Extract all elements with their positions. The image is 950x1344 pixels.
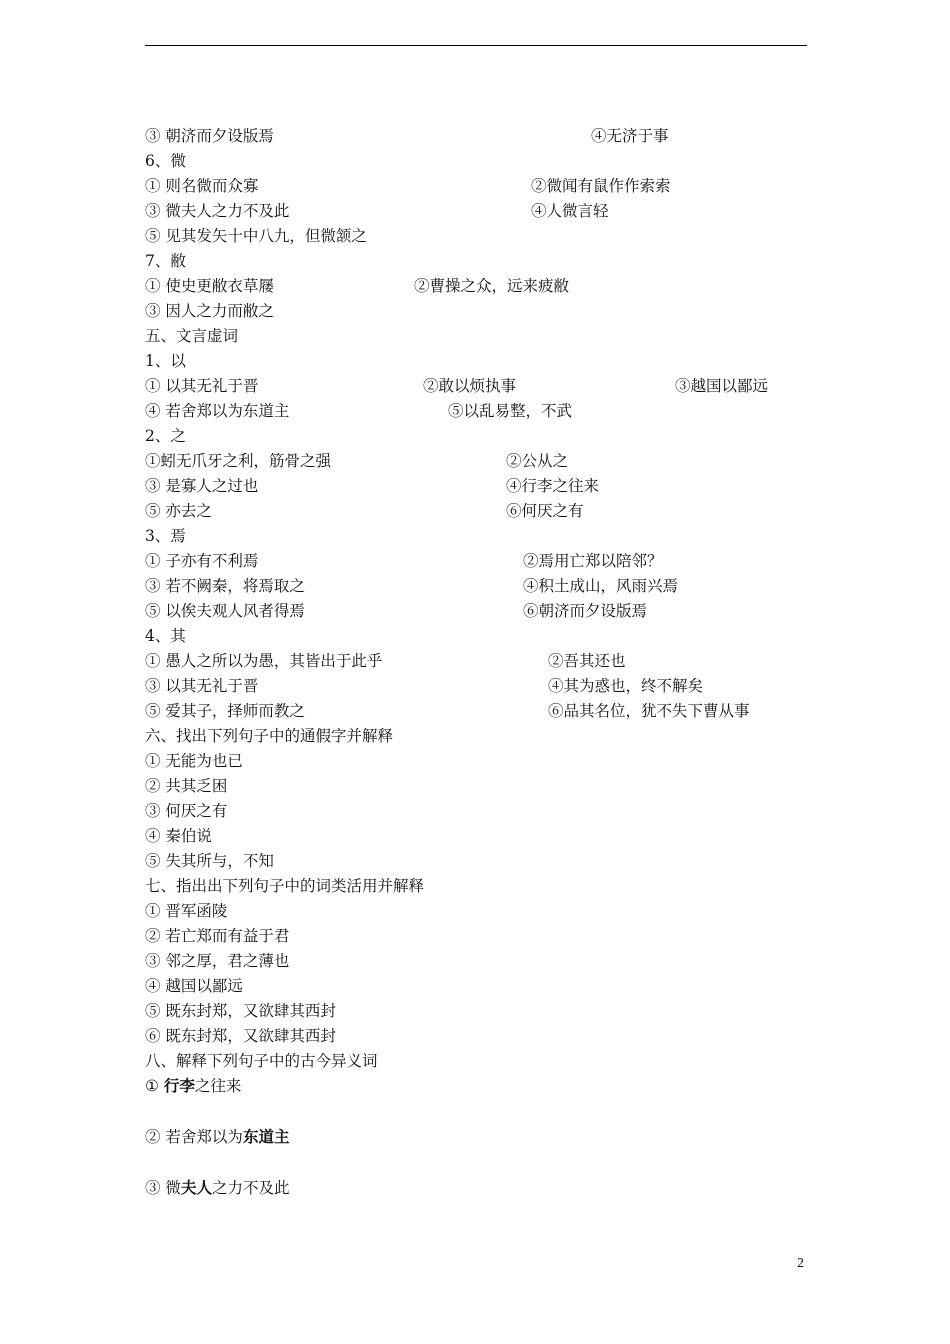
text-line: ④ 若舍郑以为东道主 ⑤以乱易整，不武: [145, 402, 573, 420]
text-line: ② 共其乏困: [145, 777, 228, 795]
gloss-line: ③ 微夫人之力不及此: [145, 1179, 290, 1197]
gloss-line: ① 行李之往来: [145, 1077, 242, 1095]
section-heading: 4、其: [145, 627, 186, 645]
text-line: ⑤ 既东封郑，又欲肆其西封: [145, 1002, 336, 1020]
text-line: ② 若亡郑而有益于君: [145, 927, 290, 945]
section-heading: 6、微: [145, 152, 186, 170]
text-line: ⑥ 既东封郑，又欲肆其西封: [145, 1027, 336, 1045]
section-heading: 六、找出下列句子中的通假字并解释: [145, 727, 394, 745]
text-line: ③ 邻之厚，君之薄也: [145, 952, 290, 970]
section-heading: 7、敝: [145, 252, 186, 270]
text-line: ① 晋军函陵: [145, 902, 228, 920]
text-line: ⑤ 失其所与，不知: [145, 852, 274, 870]
text-line: ⑤ 爱其子，择师而教之 ⑥品其名位，犹不失下曹从事: [145, 702, 750, 720]
text-line: ③ 朝济而夕设版焉 ④无济于事: [145, 127, 669, 145]
text-line: ① 无能为也已: [145, 752, 243, 770]
text-line: ③ 是寡人之过也 ④行李之往来: [145, 477, 600, 495]
gloss-line: ② 若舍郑以为东道主: [145, 1128, 290, 1146]
text-line: ⑤ 见其发矢十中八九，但微颔之: [145, 227, 367, 245]
section-heading: 七、指出出下列句子中的词类活用并解释: [145, 877, 425, 895]
text-line: ① 使史更敝衣草屦 ②曹操之众，远来疲敝: [145, 277, 570, 295]
page-number: 2: [797, 1256, 804, 1271]
text-line: ⑤ 亦去之 ⑥何厌之有: [145, 502, 584, 520]
text-line: ④ 越国以鄙远: [145, 977, 243, 995]
section-heading: 3、焉: [145, 527, 186, 545]
emphasized-term: 夫人: [180, 1179, 212, 1197]
emphasized-term: 东道主: [242, 1128, 290, 1146]
text-line: ④ 秦伯说: [145, 827, 212, 845]
text-line: ①蚓无爪牙之利，筋骨之强 ②公从之: [145, 452, 569, 470]
text-line: ③ 何厌之有: [145, 802, 228, 820]
text-line: ① 则名微而众寡 ②微闻有鼠作作索索: [145, 177, 671, 195]
document-body: [145, 124, 807, 1201]
section-heading: 八、解释下列句子中的古今异义词: [145, 1052, 378, 1070]
text-line: ① 愚人之所以为愚，其皆出于此乎 ②吾其还也: [145, 652, 626, 670]
text-line: ③ 若不阙秦，将焉取之 ④积土成山，风雨兴焉: [145, 577, 679, 595]
section-heading: 五、文言虚词: [145, 327, 239, 345]
text-line: ① 子亦有不利焉 ②焉用亡郑以陪邻？: [145, 552, 663, 570]
section-heading: 1、以: [145, 352, 186, 370]
text-line: ⑤ 以俟夫观人风者得焉 ⑥朝济而夕设版焉: [145, 602, 648, 620]
text-line: ① 以其无礼于晋 ②敢以烦执事 ③越国以鄙远: [145, 377, 769, 395]
section-heading: 2、之: [145, 427, 186, 445]
text-line: ③ 以其无礼于晋 ④其为惑也，终不解矣: [145, 677, 704, 695]
text-line: ③ 微夫人之力不及此 ④人微言轻: [145, 202, 609, 220]
text-line: ③ 因人之力而敝之: [145, 302, 274, 320]
header-rule: [145, 45, 807, 46]
emphasized-term: 行李: [163, 1077, 195, 1095]
